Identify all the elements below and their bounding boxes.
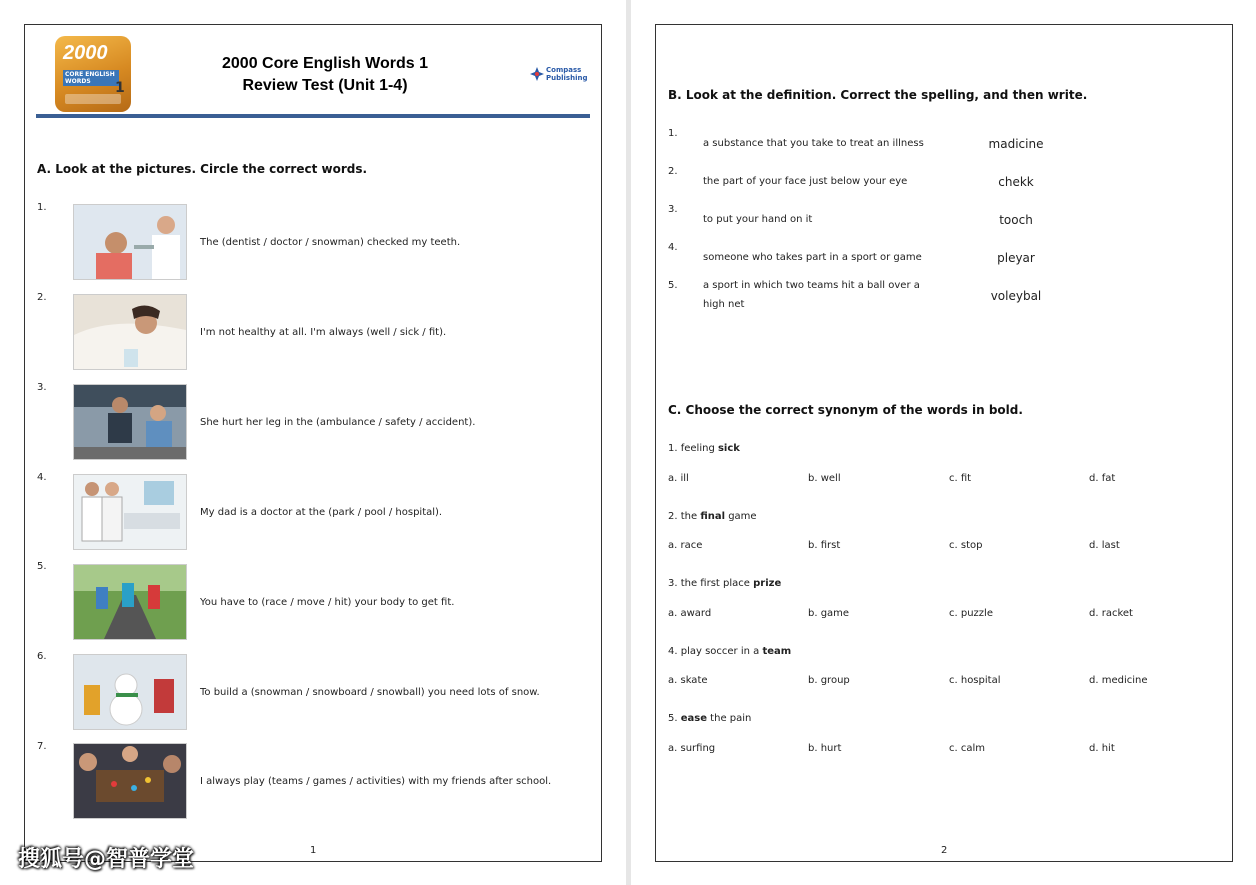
definition-number: 5. <box>668 280 678 291</box>
definition-number: 2. <box>668 166 678 177</box>
accident-picture <box>73 384 187 460</box>
running-picture <box>73 564 187 640</box>
item-number: 2. <box>37 292 47 303</box>
option-a[interactable]: a. award <box>668 608 712 619</box>
definition-number: 3. <box>668 204 678 215</box>
item-sentence: The (dentist / doctor / snowman) checked my teeth. <box>200 237 461 248</box>
option-a[interactable]: a. surfing <box>668 743 716 754</box>
option-c[interactable]: c. stop <box>949 540 983 551</box>
cover-small-text: CORE ENGLISH WORDS <box>63 70 119 86</box>
question-3 <box>668 578 781 589</box>
option-c[interactable]: c. calm <box>949 743 986 754</box>
item-sentence: I'm not healthy at all. I'm always (well / sick / fit). <box>200 327 447 338</box>
worksheet-page-2 <box>655 24 1233 862</box>
item-number: 1. <box>37 202 47 213</box>
definition-text-line-2: high net <box>703 299 745 310</box>
section-b-heading: B. Look at the definition. Correct the spelling, and then write. <box>668 88 1088 102</box>
item-number: 4. <box>37 472 47 483</box>
definition-number: 4. <box>668 242 678 253</box>
question-text: 1. feeling <box>668 443 718 454</box>
item-sentence: My dad is a doctor at the (park / pool / hospital). <box>200 507 443 518</box>
option-b[interactable]: b. first <box>808 540 841 551</box>
section-c-heading: C. Choose the correct synonym of the words in bold. <box>668 403 1023 417</box>
page-title-line-2: Review Test (Unit 1-4) <box>242 77 408 94</box>
option-d[interactable]: d. fat <box>1089 473 1116 484</box>
page-title-line-1: 2000 Core English Words 1 <box>222 55 428 72</box>
question-5 <box>668 713 751 724</box>
sick-picture <box>73 294 187 370</box>
item-number: 3. <box>37 382 47 393</box>
option-d[interactable]: d. hit <box>1089 743 1115 754</box>
item-sentence: I always play (teams / games / activities) with my friends after school. <box>200 776 552 787</box>
dentist-picture <box>73 204 187 280</box>
question-bold-word: prize <box>753 578 782 589</box>
option-b[interactable]: b. well <box>808 473 841 484</box>
question-bold-word: ease <box>680 713 707 724</box>
question-4 <box>668 646 791 657</box>
publisher-line-2: Publishing <box>546 74 588 82</box>
option-a[interactable]: a. race <box>668 540 703 551</box>
publisher-logo <box>530 65 590 85</box>
header-rule <box>36 114 590 118</box>
option-d[interactable]: d. last <box>1089 540 1120 551</box>
option-d[interactable]: d. racket <box>1089 608 1133 619</box>
definition-text: a sport in which two teams hit a ball over a <box>703 280 920 291</box>
page-number: 1 <box>310 845 317 856</box>
definition-text: someone who takes part in a sport or game <box>703 252 922 263</box>
page-gutter <box>626 0 631 885</box>
misspelled-word: voleybal <box>990 289 1042 303</box>
question-text-after: game <box>725 511 757 522</box>
option-c[interactable]: c. hospital <box>949 675 1001 686</box>
option-a[interactable]: a. skate <box>668 675 708 686</box>
question-1 <box>668 443 740 454</box>
definition-text: the part of your face just below your eye <box>703 176 908 187</box>
cover-big-text: 2000 <box>63 42 108 64</box>
item-number: 5. <box>37 561 47 572</box>
question-bold-word: team <box>762 646 792 657</box>
item-sentence: To build a (snowman / snowboard / snowball) you need lots of snow. <box>200 687 540 698</box>
question-text-after: the pain <box>707 713 752 724</box>
publisher-line-1: Compass <box>546 66 582 74</box>
watermark-text: 搜狐号@智普学堂 <box>18 847 195 872</box>
option-b[interactable]: b. game <box>808 608 850 619</box>
option-a[interactable]: a. ill <box>668 473 689 484</box>
question-bold-word: final <box>700 511 726 522</box>
snowman-picture <box>73 654 187 730</box>
question-text: 3. the first place <box>668 578 754 589</box>
option-c[interactable]: c. puzzle <box>949 608 993 619</box>
question-2 <box>668 511 757 522</box>
misspelled-word: madicine <box>988 137 1044 151</box>
item-number: 6. <box>37 651 47 662</box>
definition-number: 1. <box>668 128 678 139</box>
definition-text: a substance that you take to treat an illness <box>703 138 924 149</box>
question-text: 4. play soccer in a <box>668 646 763 657</box>
option-d[interactable]: d. medicine <box>1089 675 1148 686</box>
hospital-picture <box>73 474 187 550</box>
option-b[interactable]: b. group <box>808 675 850 686</box>
question-text: 2. the <box>668 511 701 522</box>
option-c[interactable]: c. fit <box>949 473 972 484</box>
cover-number: 1 <box>115 80 125 96</box>
compass-star-icon <box>530 67 544 81</box>
option-b[interactable]: b. hurt <box>808 743 842 754</box>
misspelled-word: chekk <box>998 175 1034 189</box>
section-a-heading: A. Look at the pictures. Circle the correct words. <box>37 162 368 176</box>
page-number: 2 <box>941 845 948 856</box>
misspelled-word: tooch <box>999 213 1033 227</box>
question-text: 5. <box>668 713 681 724</box>
item-number: 7. <box>37 741 47 752</box>
item-sentence: You have to (race / move / hit) your body to get fit. <box>200 597 455 608</box>
cover-band <box>65 94 121 104</box>
misspelled-word: pleyar <box>997 251 1035 265</box>
question-bold-word: sick <box>717 443 740 454</box>
book-cover-logo <box>55 36 131 112</box>
games-picture <box>73 743 187 819</box>
worksheet-page-1 <box>24 24 602 862</box>
definition-text: to put your hand on it <box>703 214 813 225</box>
item-sentence: She hurt her leg in the (ambulance / safety / accident). <box>200 417 476 428</box>
